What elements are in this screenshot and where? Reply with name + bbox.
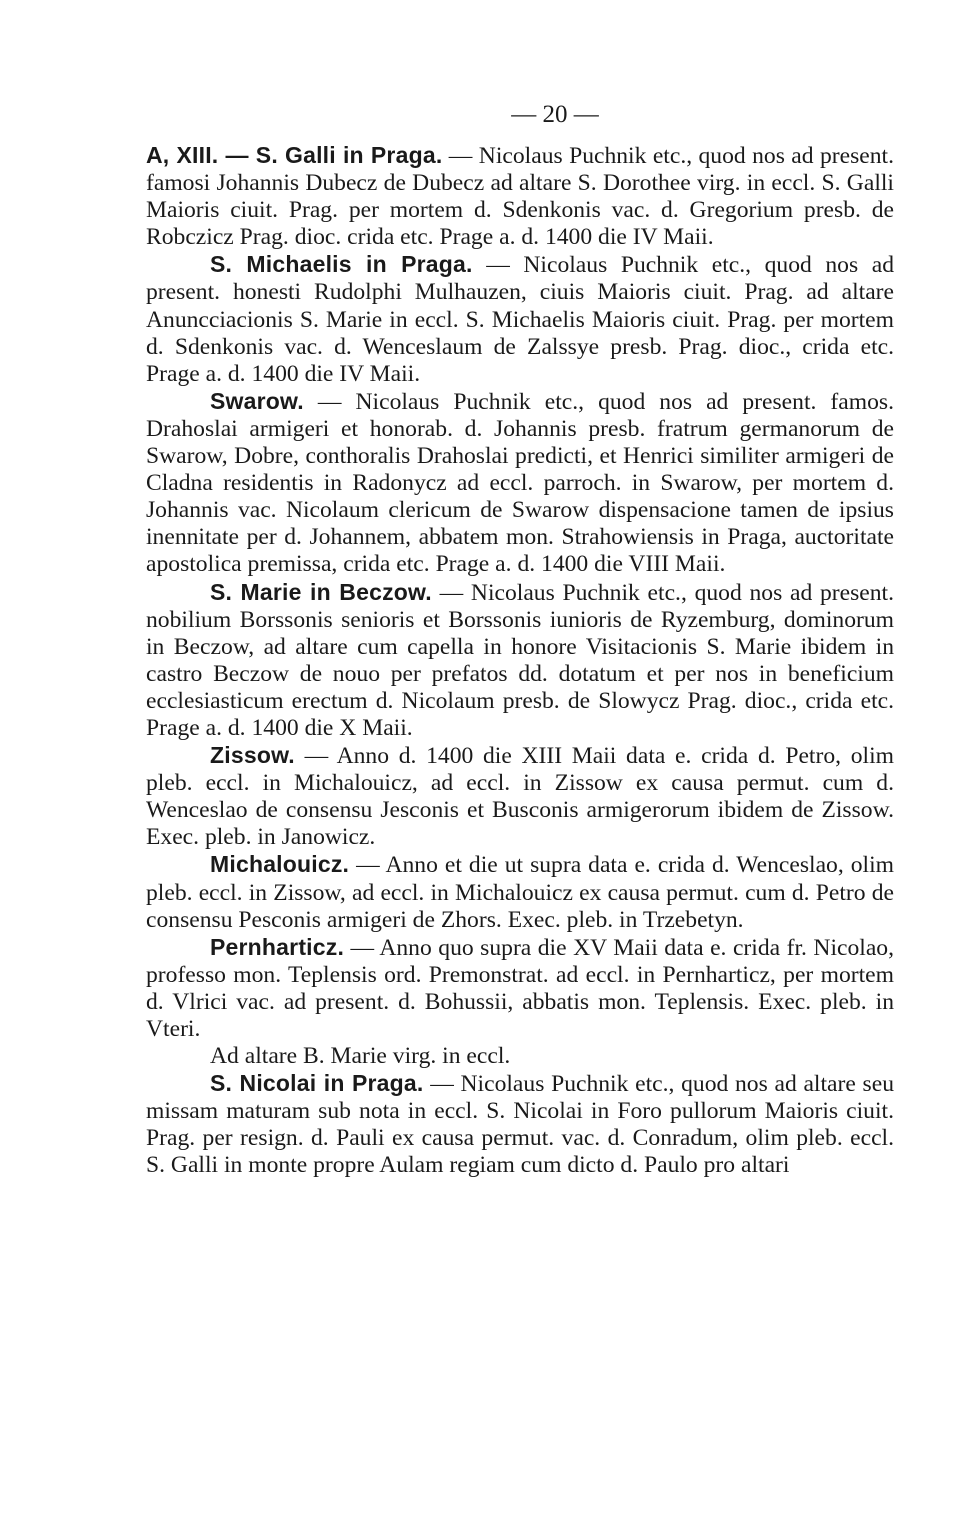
entry-text: — Nicolaus Puchnik etc., quod nos ad present. honesti Rudolphi Mulhauzen, ciuis Maioris ciuit. Prag. ad altare Anuncciacionis S. Marie in eccl. S. Michaelis Maioris ciuit. Prag. per mortem d. Sdenkonis vac. d. Wenceslaum de Zalssye presb. Prag. dioc., crida etc. Prage a. d. 1400 die IV Maii. (146, 252, 894, 387)
entry-text: — Nicolaus Puchnik etc., quod nos ad present. famos. Drahoslai armigeri et honorab. d. Johannis presb. fratrum germanorum de Swarow, Dobre, conthoralis Drahoslai predicti, et Henrici similiter armigeri de Cladna residentis in Radonycz ad eccl. parroch. in Swarow, per mortem d. Johannis vac. Nicolaum clericum de Swarow dispensacione tamen de ipsius inennitate per d. Johannem, abbatem mon. Strahowiensis in Praga, auctoritate apostolica premissa, crida etc. Prage a. d. 1400 die VIII Maii. (146, 388, 894, 578)
entry-pernharticz (146, 934, 894, 1043)
entry-ad-altare (146, 1043, 894, 1070)
page-number: — 20 — (511, 101, 599, 128)
entry-heading: Zissow. (210, 742, 295, 769)
entry-text: Ad altare B. Marie virg. in eccl. (210, 1043, 511, 1070)
entry-text: — Anno d. 1400 die XIII Maii data e. crida d. Petro, olim pleb. eccl. in Michalouicz, ad eccl. in Zissow ex causa permut. cum d. Wenceslao de consensu Jesconis et Busconis armigerorum ibidem de Zissow. Exec. pleb. in Janowicz. (146, 743, 894, 851)
entry-heading: S. Marie in Beczow. (210, 578, 432, 605)
entry-s-michaelis (146, 251, 894, 387)
entry-heading: S. Nicolai in Praga. (210, 1070, 424, 1097)
entry-s-nicolai (146, 1070, 894, 1179)
entry-text: — Nicolaus Puchnik etc., quod nos ad present. nobilium Borssonis senioris et Borssonis iunioris de Ryzemburg, dominorum in Beczow, ad altare cum capella in honore Visitacionis S. Marie ibidem in castro Beczow de nouo per prefatos dd. dotatum et per nos in beneficium ecclesiasticum erectum d. Nicolaum presb. de Slowycz Prag. dioc., crida etc. Prage a. d. 1400 die X Maii. (146, 579, 894, 741)
document-page (146, 88, 894, 1180)
entries (146, 142, 894, 1180)
entry-zissow (146, 742, 894, 851)
entry-s-marie-beczow (146, 579, 894, 743)
entry-heading: Swarow. (210, 387, 304, 414)
entry-text: — Anno quo supra die XV Maii data e. crida fr. Nicolao, professo mon. Teplensis ord. Premonstrat. ad eccl. in Pernharticz, per mortem d. Vlrici vac. ad present. d. Bohussii, abbatis mon. Teplensis. Exec. pleb. in Vteri. (146, 934, 894, 1042)
entry-heading: S. Michaelis in Praga. (210, 251, 473, 278)
entry-text: — Nicolaus Puchnik etc., quod nos ad altare seu missam maturam sub nota in eccl. S. Nicolai in Foro pullorum Maioris ciuit. Prag. per resign. d. Pauli ex causa permut. vac. d. Conradum, olim pleb. eccl. S. Galli in monte propre Aulam regiam cum dicto d. Paulo pro altari (146, 1071, 895, 1179)
entry-heading: A, XIII. — S. Galli in Praga. (146, 142, 443, 168)
entry-michalouicz (146, 851, 894, 933)
entry-heading: Michalouicz. (210, 851, 350, 878)
entry-swarow (146, 388, 894, 579)
entry-s-galli (146, 142, 894, 251)
entry-text: — Anno et die ut supra data e. crida d. Wenceslao, olim pleb. eccl. in Zissow, ad eccl. in Michalouicz ex causa permut. cum d. Petro de consensu Pesconis armigeri de Zhors. Exec. pleb. in Trzebetyn. (146, 852, 894, 933)
entry-heading: Pernharticz. (210, 933, 345, 960)
entry-text: — Nicolaus Puchnik etc., quod nos ad present. famosi Johannis Dubecz de Dubecz ad altare S. Dorothee virg. in eccl. S. Galli Maioris ciuit. Prag. per mortem d. Sdenkonis vac. d. Gregorium presb. de Robczicz Prag. dioc. crida etc. Prage a. d. 1400 die IV Maii. (146, 143, 894, 251)
